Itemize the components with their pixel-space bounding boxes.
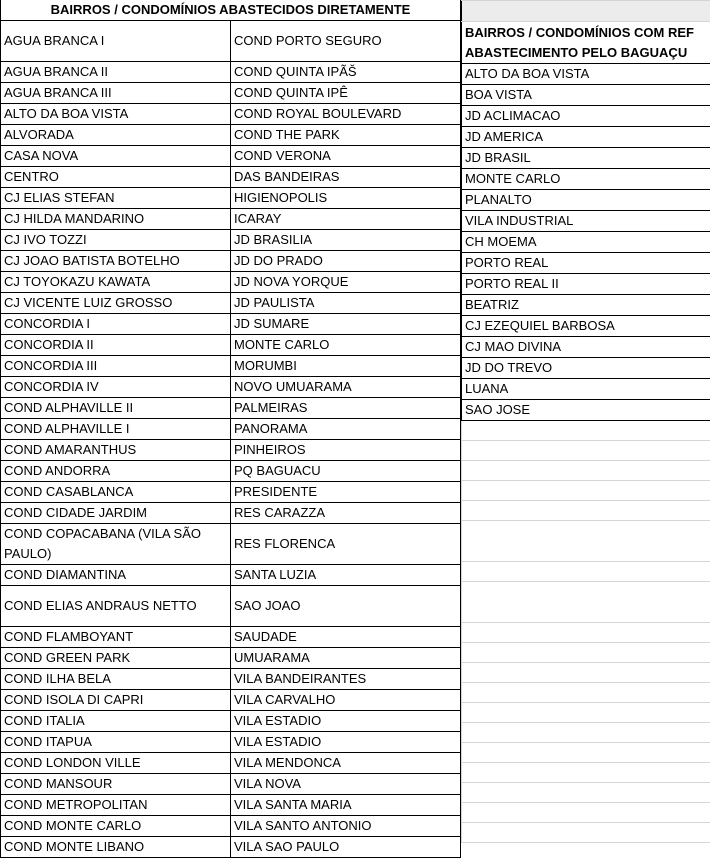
neighborhood-cell-col2[interactable]: COND PORTO SEGURO <box>231 21 461 62</box>
baguacu-cell[interactable] <box>462 521 710 562</box>
neighborhood-cell-col2[interactable]: MORUMBI <box>231 356 461 377</box>
table-row <box>1 377 461 398</box>
neighborhood-cell-col2[interactable]: JD PAULISTA <box>231 293 461 314</box>
baguacu-cell[interactable] <box>462 421 710 441</box>
table-row <box>1 356 461 377</box>
table-row <box>462 421 710 441</box>
neighborhood-cell-col1[interactable]: AGUA BRANCA III <box>1 83 231 104</box>
neighborhood-cell-col1[interactable]: CJ JOAO BATISTA BOTELHO <box>1 251 231 272</box>
neighborhood-cell-col2[interactable]: COND QUINTA IPÊ <box>231 83 461 104</box>
neighborhood-cell-col1[interactable]: COND ELIAS ANDRAUS NETTO <box>1 586 231 627</box>
table-row <box>462 441 710 461</box>
neighborhood-cell-col1[interactable]: CJ VICENTE LUIZ GROSSO <box>1 293 231 314</box>
neighborhood-cell-col2[interactable]: JD BRASILIA <box>231 230 461 251</box>
table-row <box>462 562 710 582</box>
baguacu-cell[interactable]: MONTE CARLO <box>462 169 710 190</box>
neighborhood-cell-col2[interactable]: HIGIENOPOLIS <box>231 188 461 209</box>
neighborhood-cell-col1[interactable]: CONCORDIA II <box>1 335 231 356</box>
table-row <box>1 586 461 627</box>
neighborhood-cell-col2[interactable]: COND ROYAL BOULEVARD <box>231 104 461 125</box>
baguacu-cell[interactable] <box>462 562 710 582</box>
baguacu-cell[interactable] <box>462 582 710 623</box>
neighborhood-cell-col1[interactable]: CJ IVO TOZZI <box>1 230 231 251</box>
baguacu-cell[interactable]: JD ACLIMACAO <box>462 106 710 127</box>
neighborhood-cell-col1[interactable]: COND COPACABANA (VILA SÃO PAULO) <box>1 524 231 565</box>
table-row <box>462 400 710 421</box>
neighborhood-cell-col1[interactable]: COND DIAMANTINA <box>1 565 231 586</box>
table-row <box>462 295 710 316</box>
neighborhood-cell-col1[interactable]: CONCORDIA IV <box>1 377 231 398</box>
neighborhood-cell-col1[interactable]: AGUA BRANCA II <box>1 62 231 83</box>
baguacu-cell[interactable]: BOA VISTA <box>462 85 710 106</box>
neighborhood-cell-col1[interactable]: COND MANSOUR <box>1 774 231 795</box>
table-row <box>1 125 461 146</box>
table-row <box>462 783 710 803</box>
table-row <box>462 148 710 169</box>
neighborhood-cell-col2[interactable]: PQ BAGUACU <box>231 461 461 482</box>
neighborhood-cell-col1[interactable]: COND ISOLA DI CAPRI <box>1 690 231 711</box>
table-row <box>1 524 461 565</box>
neighborhood-cell-col1[interactable]: COND ILHA BELA <box>1 669 231 690</box>
neighborhood-cell-col2[interactable]: PRESIDENTE <box>231 482 461 503</box>
baguacu-cell[interactable] <box>462 441 710 461</box>
baguacu-cell[interactable]: PLANALTO <box>462 190 710 211</box>
baguacu-cell[interactable]: CH MOEMA <box>462 232 710 253</box>
neighborhood-cell-col2[interactable]: UMUARAMA <box>231 648 461 669</box>
table-row <box>1 461 461 482</box>
table-row <box>462 316 710 337</box>
neighborhood-cell-col2[interactable]: DAS BANDEIRAS <box>231 167 461 188</box>
neighborhood-cell-col2[interactable]: SANTA LUZIA <box>231 565 461 586</box>
neighborhood-cell-col1[interactable]: CJ HILDA MANDARINO <box>1 209 231 230</box>
neighborhood-cell-col1[interactable]: CJ TOYOKAZU KAWATA <box>1 272 231 293</box>
table-row <box>1 753 461 774</box>
neighborhood-cell-col2[interactable]: VILA MENDONCA <box>231 753 461 774</box>
neighborhood-cell-col1[interactable]: AGUA BRANCA I <box>1 21 231 62</box>
neighborhood-cell-col2[interactable]: COND QUINTA IPÃŠ <box>231 62 461 83</box>
table-row <box>1 503 461 524</box>
table-row <box>1 21 461 62</box>
baguacu-cell[interactable] <box>462 663 710 683</box>
baguacu-cell[interactable]: CJ MAO DIVINA <box>462 337 710 358</box>
table-row <box>1 209 461 230</box>
baguacu-cell[interactable]: LUANA <box>462 379 710 400</box>
baguacu-cell[interactable] <box>462 501 710 521</box>
neighborhood-cell-col2[interactable]: VILA ESTADIO <box>231 711 461 732</box>
baguacu-cell[interactable] <box>462 723 710 743</box>
table-row <box>1 104 461 125</box>
table-row <box>462 623 710 643</box>
table-row <box>462 703 710 723</box>
neighborhood-cell-col2[interactable]: ICARAY <box>231 209 461 230</box>
baguacu-cell[interactable] <box>462 823 710 843</box>
neighborhood-cell-col1[interactable]: COND ITAPUA <box>1 732 231 753</box>
neighborhood-cell-col2[interactable]: RES FLORENCA <box>231 524 461 565</box>
baguacu-cell[interactable] <box>462 743 710 763</box>
table-row <box>462 379 710 400</box>
neighborhood-cell-col1[interactable]: ALVORADA <box>1 125 231 146</box>
table-row <box>462 358 710 379</box>
table-row <box>462 127 710 148</box>
baguacu-cell[interactable] <box>462 481 710 501</box>
table-row <box>462 64 710 85</box>
neighborhood-cell-col1[interactable]: COND GREEN PARK <box>1 648 231 669</box>
table-row <box>1 482 461 503</box>
neighborhood-cell-col2[interactable]: PANORAMA <box>231 419 461 440</box>
table-row <box>1 795 461 816</box>
neighborhood-cell-col2[interactable]: VILA NOVA <box>231 774 461 795</box>
table-row <box>462 274 710 295</box>
neighborhood-cell-col2[interactable]: PINHEIROS <box>231 440 461 461</box>
table-row <box>462 723 710 743</box>
neighborhood-cell-col2[interactable]: RES CARAZZA <box>231 503 461 524</box>
neighborhood-cell-col1[interactable]: COND ITALIA <box>1 711 231 732</box>
table-row <box>1 398 461 419</box>
baguacu-cell[interactable]: VILA INDUSTRIAL <box>462 211 710 232</box>
neighborhood-cell-col1[interactable]: CJ ELIAS STEFAN <box>1 188 231 209</box>
baguacu-cell[interactable]: CJ EZEQUIEL BARBOSA <box>462 316 710 337</box>
neighborhood-cell-col2[interactable]: VILA BANDEIRANTES <box>231 669 461 690</box>
table-row <box>462 85 710 106</box>
neighborhood-cell-col2[interactable]: VILA SANTA MARIA <box>231 795 461 816</box>
table-row <box>462 232 710 253</box>
neighborhood-cell-col1[interactable]: ALTO DA BOA VISTA <box>1 104 231 125</box>
baguacu-cell[interactable] <box>462 803 710 823</box>
table-row <box>1 648 461 669</box>
neighborhood-cell-col1[interactable]: COND METROPOLITAN <box>1 795 231 816</box>
table-row <box>1 690 461 711</box>
neighborhood-cell-col2[interactable]: NOVO UMUARAMA <box>231 377 461 398</box>
neighborhood-cell-col1[interactable]: COND ANDORRA <box>1 461 231 482</box>
neighborhood-cell-col2[interactable]: SAUDADE <box>231 627 461 648</box>
direct-supply-title[interactable]: BAIRROS / CONDOMÍNIOS ABASTECIDOS DIRETAMENTE <box>1 0 461 21</box>
baguacu-cell[interactable] <box>462 683 710 703</box>
table-row <box>462 803 710 823</box>
baguacu-cell[interactable]: JD BRASIL <box>462 148 710 169</box>
neighborhood-cell-col2[interactable]: JD NOVA YORQUE <box>231 272 461 293</box>
table-row <box>462 743 710 763</box>
neighborhood-cell-col1[interactable]: CASA NOVA <box>1 146 231 167</box>
baguacu-cell[interactable]: BEATRIZ <box>462 295 710 316</box>
table-row <box>1 83 461 104</box>
neighborhood-cell-col1[interactable]: COND ALPHAVILLE II <box>1 398 231 419</box>
table-row <box>462 190 710 211</box>
neighborhood-cell-col1[interactable]: CENTRO <box>1 167 231 188</box>
table-row <box>1 146 461 167</box>
neighborhood-cell-col2[interactable]: JD SUMARE <box>231 314 461 335</box>
table-row <box>462 683 710 703</box>
table-row <box>1 440 461 461</box>
table-row <box>462 169 710 190</box>
neighborhood-cell-col1[interactable]: COND MONTE LIBANO <box>1 837 231 858</box>
empty-cell[interactable] <box>462 1 710 22</box>
baguacu-cell[interactable] <box>462 643 710 663</box>
baguacu-supply-table <box>461 0 710 843</box>
table-row <box>1 419 461 440</box>
neighborhood-cell-col1[interactable]: COND MONTE CARLO <box>1 816 231 837</box>
table-row <box>1 774 461 795</box>
table-row <box>1 627 461 648</box>
baguacu-cell[interactable] <box>462 623 710 643</box>
neighborhood-cell-col2[interactable]: MONTE CARLO <box>231 335 461 356</box>
baguacu-cell[interactable] <box>462 703 710 723</box>
baguacu-cell[interactable] <box>462 461 710 481</box>
baguacu-cell[interactable]: PORTO REAL II <box>462 274 710 295</box>
table-row <box>1 251 461 272</box>
table-row <box>462 521 710 562</box>
neighborhood-cell-col2[interactable]: PALMEIRAS <box>231 398 461 419</box>
table-row <box>462 663 710 683</box>
neighborhood-cell-col1[interactable]: COND CASABLANCA <box>1 482 231 503</box>
neighborhood-cell-col1[interactable]: COND ALPHAVILLE I <box>1 419 231 440</box>
table-row <box>1 230 461 251</box>
table-row <box>462 461 710 481</box>
neighborhood-cell-col2[interactable]: VILA CARVALHO <box>231 690 461 711</box>
table-row <box>1 314 461 335</box>
table-row <box>462 763 710 783</box>
table-row <box>1 335 461 356</box>
table-row <box>1 711 461 732</box>
table-row <box>462 823 710 843</box>
neighborhood-cell-col1[interactable]: COND FLAMBOYANT <box>1 627 231 648</box>
neighborhood-cell-col2[interactable]: COND VERONA <box>231 146 461 167</box>
table-row <box>462 481 710 501</box>
neighborhood-cell-col2[interactable]: COND THE PARK <box>231 125 461 146</box>
table-row <box>1 62 461 83</box>
neighborhood-cell-col1[interactable]: CONCORDIA III <box>1 356 231 377</box>
baguacu-cell[interactable] <box>462 783 710 803</box>
table-row <box>1 837 461 858</box>
baguacu-cell[interactable]: JD DO TREVO <box>462 358 710 379</box>
table-row <box>1 272 461 293</box>
neighborhood-cell-col1[interactable]: COND AMARANTHUS <box>1 440 231 461</box>
baguacu-cell[interactable]: ALTO DA BOA VISTA <box>462 64 710 85</box>
neighborhood-cell-col1[interactable]: CONCORDIA I <box>1 314 231 335</box>
neighborhood-cell-col1[interactable]: COND CIDADE JARDIM <box>1 503 231 524</box>
baguacu-cell[interactable] <box>462 763 710 783</box>
neighborhood-cell-col1[interactable]: COND LONDON VILLE <box>1 753 231 774</box>
table-row <box>1 669 461 690</box>
table-row <box>462 501 710 521</box>
table-row <box>462 253 710 274</box>
table-row <box>1 188 461 209</box>
table-row <box>462 582 710 623</box>
table-row <box>462 211 710 232</box>
neighborhood-cell-col2[interactable]: VILA SAO PAULO <box>231 837 461 858</box>
table-row <box>1 293 461 314</box>
table-row <box>462 337 710 358</box>
table-row <box>1 732 461 753</box>
table-row <box>1 167 461 188</box>
neighborhood-cell-col2[interactable]: VILA SANTO ANTONIO <box>231 816 461 837</box>
baguacu-cell[interactable]: JD AMERICA <box>462 127 710 148</box>
neighborhood-cell-col2[interactable]: VILA ESTADIO <box>231 732 461 753</box>
neighborhood-cell-col2[interactable]: SAO JOAO <box>231 586 461 627</box>
baguacu-supply-title[interactable]: BAIRROS / CONDOMÍNIOS COM REF ABASTECIMENTO PELO BAGUAÇU <box>462 22 710 64</box>
table-row <box>462 643 710 663</box>
table-row <box>462 106 710 127</box>
table-row <box>1 565 461 586</box>
baguacu-cell[interactable]: SAO JOSE <box>462 400 710 421</box>
baguacu-cell[interactable]: PORTO REAL <box>462 253 710 274</box>
neighborhood-cell-col2[interactable]: JD DO PRADO <box>231 251 461 272</box>
table-row <box>1 816 461 837</box>
